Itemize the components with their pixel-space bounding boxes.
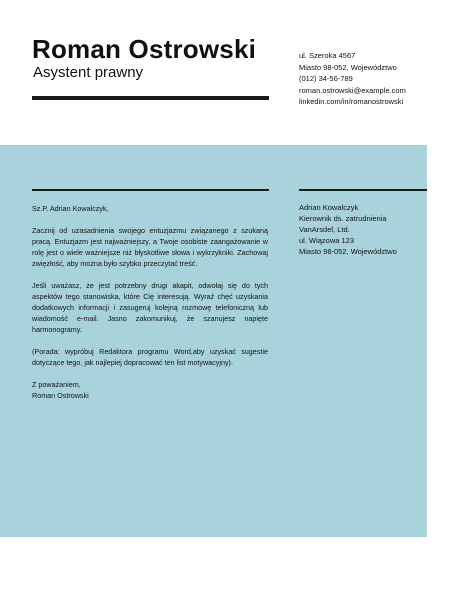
letter-salutation: Sz.P. Adrian Kowalczyk, — [32, 204, 109, 213]
recipient-name: Adrian Kowalczyk — [299, 203, 359, 212]
letter-paragraph-2: Jeśli uważasz, że jest potrzebny drugi akapit, odwołaj się do tych aspektów tego stanowiska, które Cię interesują. Wyraź chęć uzyskania dodatkowych informacji i zasugeruj kolejną rozmowę telefoniczną lub wiadomość e-mail. Jasno zakomunikuj, że szanujesz napięte harmonogramy. — [32, 281, 268, 334]
recipient-street: ul. Wiązowa 123 — [299, 236, 355, 245]
letter-body — [32, 203, 268, 401]
recipient-block — [299, 202, 397, 257]
contact-phone: (012) 34-56-789 — [299, 74, 353, 83]
applicant-role: Asystent prawny — [33, 64, 144, 81]
recipient-city: Miasto 98-052, Województwo — [299, 247, 397, 256]
applicant-name: Roman Ostrowski — [32, 34, 257, 64]
recipient-company: VanArsdel, Ltd. — [299, 225, 350, 234]
contact-city: Miasto 98-052, Województwo — [299, 62, 397, 72]
header-divider — [32, 96, 269, 100]
contact-linkedin[interactable]: linkedin.com/in/romanostrowski — [299, 97, 404, 106]
letter-divider-left — [32, 189, 269, 191]
recipient-title: Kierownik ds. zatrudnienia — [299, 214, 387, 223]
contact-email[interactable]: roman.ostrowski@example.com — [299, 85, 406, 95]
letter-closing: Z poważaniem, — [32, 380, 81, 389]
letter-paragraph-3: (Porada: wypróbuj Redaktora programu Word,aby uzyskać sugestie dotyczące tego, jak najlepiej dopracować ten list motywacyjny). — [32, 347, 268, 367]
contact-street: ul. Szeroka 4567 — [299, 51, 356, 60]
contact-block — [299, 50, 406, 108]
letter-divider-right — [299, 189, 427, 191]
letter-paragraph-1: Zacznij od uzasadnienia swojego entuzjazmu związanego z szukaną pracą. Entuzjazm jest najważniejszy, a Twoje osobiste zaangażowanie w rolę jest o wiele ważniejsze niż błyskotliwe słowa i wykrzykniki. Zachowaj zwięzłość, aby można było szybko przeczytać treść. — [32, 226, 268, 268]
letter-signature: Roman Ostrowski — [32, 391, 89, 400]
